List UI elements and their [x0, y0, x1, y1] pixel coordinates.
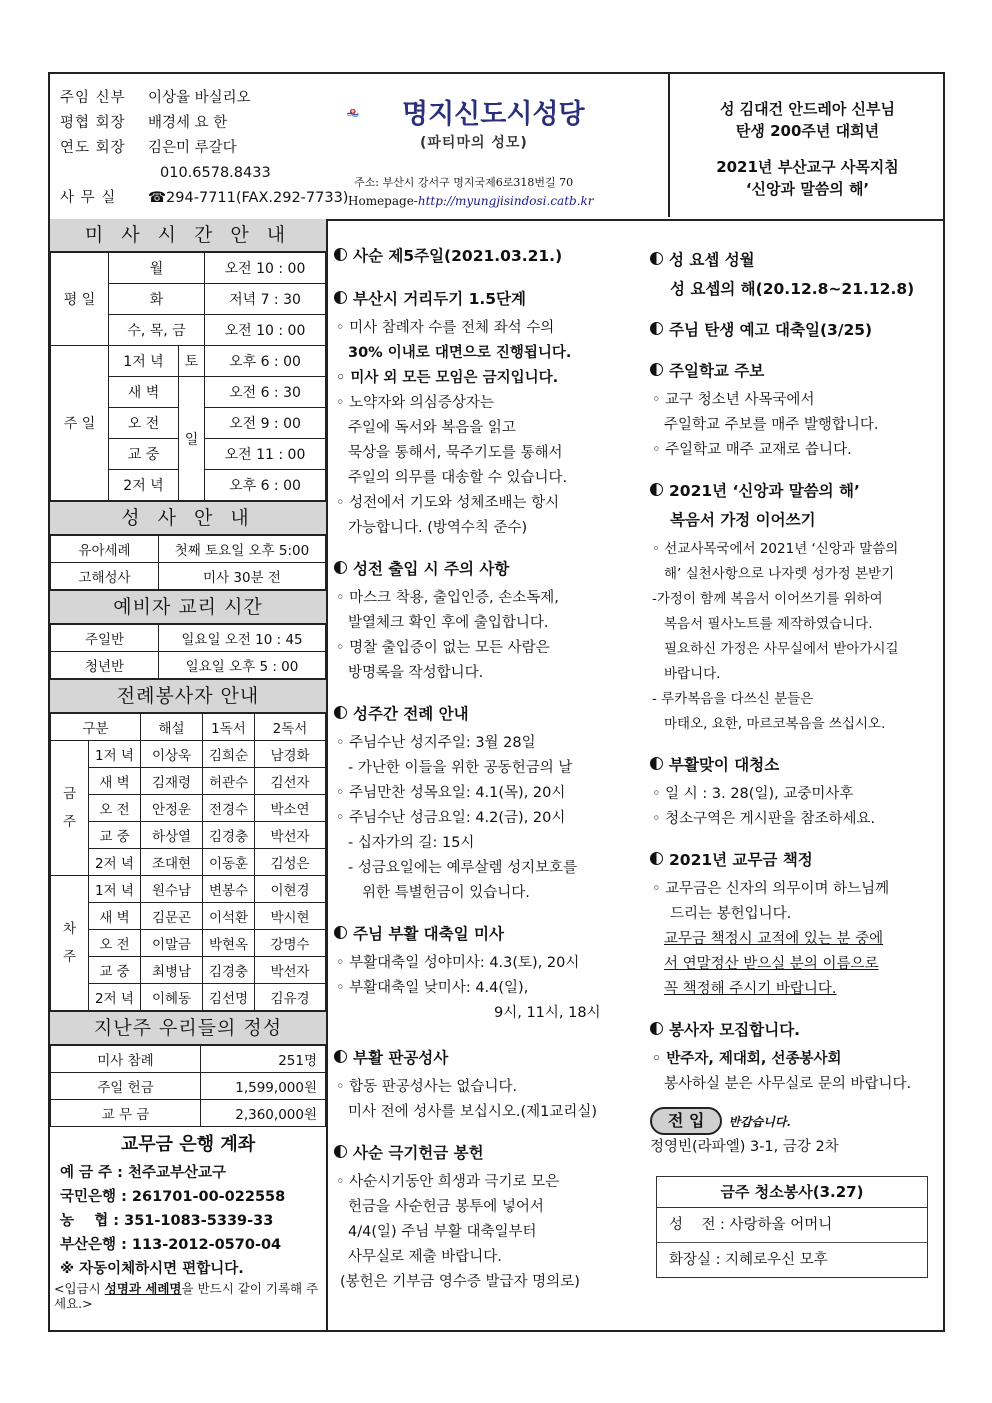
jubilee-line1: 성 김대건 안드레아 신부님: [719, 100, 896, 118]
saturday-label: 토: [179, 346, 205, 377]
section-heading: [650, 753, 946, 778]
body-line: 서 연말정산 받으실 분의 이름으로: [664, 956, 879, 972]
body-line: 교무금 책정시 교적에 있는 분 중에: [664, 931, 884, 947]
welcome-line: 정영빈(라파엘) 3-1, 금강 2차: [650, 1139, 839, 1155]
section-heading: [650, 359, 946, 384]
middle-column: [334, 234, 634, 1295]
jubilee-line2: 탄생 200주년 대희년: [735, 122, 880, 140]
heading-text: 성 요셉 성월: [669, 251, 755, 269]
table-row: [51, 930, 326, 957]
parish-subtitle: (파티마의 성모): [420, 135, 528, 151]
week-group-label: 차 주: [51, 876, 89, 1011]
minister-name: 박현옥: [203, 930, 255, 957]
body-line: 봉사하실 분은 사무실로 문의 바랍니다.: [664, 1076, 912, 1092]
body-line: 드리는 봉헌입니다.: [670, 906, 792, 922]
column-header: 2독서: [255, 714, 326, 741]
half-circle-bullet-icon: [334, 1050, 347, 1063]
body-line: ◦ 교무금은 신자의 의무이며 하느님께: [652, 881, 890, 897]
half-circle-bullet-icon: [334, 1145, 347, 1158]
table-row: [51, 957, 326, 984]
address: 주소: 부산시 강서구 명지국제6로318번길 70: [354, 176, 574, 189]
staff-row: [60, 111, 348, 136]
offering-table: [50, 1045, 326, 1127]
cleaning-title: 금주 청소봉사(3.27): [657, 1177, 927, 1208]
parish-name: 명지신도시성당: [402, 99, 585, 130]
body-line: 주일의 의무를 대송할 수 있습니다.: [348, 470, 568, 486]
body-line: 꼭 책정해 주시기 바랍니다.: [664, 981, 837, 997]
week-group-label: 금 주: [51, 741, 89, 876]
body-line: ◦ 선교사목국에서 2021년 ‘신앙과 말씀의: [652, 541, 899, 557]
deposit-note: [50, 1281, 326, 1311]
mass-time: 오후 6 : 00: [205, 470, 326, 501]
body-line: 발열체크 확인 후에 출입합니다.: [348, 615, 549, 631]
staff-list: [60, 86, 348, 211]
body-line: 해’ 실천사항으로 나자렛 성가정 본받기: [664, 566, 895, 582]
minister-name: 김경충: [203, 822, 255, 849]
table-row: [51, 563, 326, 590]
half-circle-bullet-icon: [334, 248, 347, 261]
minister-name: 김희순: [203, 741, 255, 768]
offering-label: 교 무 금: [51, 1100, 201, 1127]
minister-name: 변봉수: [203, 876, 255, 903]
mass-name: 새 벽: [109, 377, 179, 408]
parish-logo-icon: [346, 88, 406, 138]
mass-name: 새 벽: [89, 768, 141, 795]
minister-name: 허관수: [203, 768, 255, 795]
table-row: [51, 625, 326, 652]
mass-time: 오전 11 : 00: [205, 439, 326, 470]
mass-day: 월: [109, 253, 205, 284]
body-line: ◦ 합동 판공성사는 없습니다.: [336, 1079, 518, 1095]
body-line: - 가난한 이들을 위한 공동헌금의 날: [348, 760, 573, 776]
mass-name: 1저 녁: [89, 741, 141, 768]
body-line: 9시, 11시, 18시: [494, 1005, 601, 1021]
heading-text: 부산시 거리두기 1.5단계: [353, 290, 527, 308]
body-line: 30% 이내로 대면으로 진행됩니다.: [348, 345, 572, 361]
body-line: 방명록을 작성합니다.: [348, 665, 484, 681]
body-line: - 십자가의 길: 15시: [348, 835, 475, 851]
body-line: 바랍니다.: [664, 666, 721, 682]
catechism-title: 예비자 교리 시간: [50, 590, 326, 624]
bank-line: 예 금 주 : 천주교부산교구: [60, 1165, 227, 1181]
heading-text: 성전 출입 시 주의 사항: [353, 560, 510, 578]
mass-name: 교 중: [89, 822, 141, 849]
note-emphasis: 성명과 세례명: [104, 1281, 182, 1296]
minister-name: 강명수: [255, 930, 326, 957]
sacrament-time: 미사 30분 전: [159, 563, 326, 590]
body-line: ◦ 주님수난 성지주일: 3월 28일: [336, 735, 536, 751]
table-row: [51, 822, 326, 849]
body-line: 주일학교 주보를 매주 발행합니다.: [664, 417, 879, 433]
half-circle-bullet-icon: [650, 1022, 663, 1035]
minister-name: 박선자: [255, 822, 326, 849]
welcome-notice: [650, 1107, 946, 1160]
class-name: 주일반: [51, 625, 159, 652]
body-line: ◦ 교구 청소년 사목국에서: [652, 392, 815, 408]
table-row: [51, 849, 326, 876]
table-row: [51, 1073, 326, 1100]
sacrament-name: 고해성사: [51, 563, 159, 590]
bulletin-frame: [48, 72, 945, 1332]
class-time: 일요일 오후 5 : 00: [159, 652, 326, 679]
body-line: ◦ 미사 외 모든 모임은 금지입니다.: [336, 370, 559, 386]
table-row: [51, 536, 326, 563]
half-circle-bullet-icon: [650, 252, 663, 265]
homepage-label: Homepage-: [348, 194, 418, 208]
body-line: 위한 특별헌금이 있습니다.: [362, 885, 530, 901]
body-line: 4/4(일) 주님 부활 대축일부터: [348, 1224, 537, 1240]
heading-subtext: 복음서 가정 이어쓰기: [670, 511, 816, 529]
welcome-handwriting: 반갑습니다.: [728, 1115, 791, 1129]
cleaning-duty-box: [656, 1176, 928, 1278]
minister-name: 김성은: [255, 849, 326, 876]
body-line: 미사 전에 성사를 보십시오.(제1교리실): [348, 1104, 598, 1120]
staff-name: 배경세 요 한: [148, 115, 228, 131]
section-heading: [334, 702, 634, 727]
mass-times-title: 미 사 시 간 안 내: [50, 219, 326, 252]
body-line: ◦ 미사 참례자 수를 전체 좌석 수의: [336, 320, 555, 336]
heading-text: 부활맞이 대청소: [669, 756, 780, 774]
body-line: ◦ 성전에서 기도와 성체조배는 항시: [336, 495, 560, 511]
cleaning-row: 화장실 : 지혜로우신 모후: [657, 1242, 927, 1277]
minister-name: 하상열: [141, 822, 203, 849]
body-line: 복음서 필사노트를 제작하였습니다.: [664, 616, 873, 632]
half-circle-bullet-icon: [650, 757, 663, 770]
section-heading: [334, 1141, 634, 1166]
note-text: 을 반드시 같이 기록해 주세요.>: [54, 1281, 319, 1311]
guideline-line2: ‘신앙과 말씀의 해’: [745, 180, 870, 198]
offering-label: 주일 헌금: [51, 1073, 201, 1100]
body-line: (봉헌은 기부금 영수증 발급자 명의로): [340, 1274, 580, 1290]
guideline-line1: 2021년 부산교구 사목지침: [716, 158, 899, 176]
minister-name: 이석환: [203, 903, 255, 930]
body-line: ◦ 주님만찬 성목요일: 4.1(목), 20시: [336, 785, 566, 801]
minister-name: 이말금: [141, 930, 203, 957]
mass-name: 1저 녁: [109, 346, 179, 377]
column-header: 해설: [141, 714, 203, 741]
staff-row: [60, 86, 348, 111]
section-heading: [650, 848, 946, 873]
weekday-label: 평 일: [51, 253, 109, 346]
minister-name: 김문곤: [141, 903, 203, 930]
minister-name: 김선명: [203, 984, 255, 1011]
section-heading: [334, 1046, 634, 1071]
staff-name: 김은미 루갈다: [148, 140, 237, 156]
ministers-table: [50, 713, 326, 1011]
mass-time: 오전 9 : 00: [205, 408, 326, 439]
table-row: [51, 714, 326, 741]
body-line: ◦ 반주자, 제대회, 선종봉사회: [652, 1051, 842, 1067]
mass-name: 2저 녁: [109, 470, 179, 501]
minister-name: 이동훈: [203, 849, 255, 876]
body-line: 마태오, 요한, 마르코복음을 쓰십시오.: [664, 716, 886, 732]
offering-value: 251명: [201, 1046, 326, 1073]
staff-row: [60, 136, 348, 161]
staff-name: 이상율 바실리오: [148, 90, 251, 106]
table-row: [51, 903, 326, 930]
ministers-title: 전례봉사자 안내: [50, 679, 326, 713]
table-row: [51, 652, 326, 679]
table-row: [51, 1046, 326, 1073]
section-heading: [650, 1018, 946, 1043]
section-heading: [334, 287, 634, 312]
body-line: ◦ 청소구역은 게시판을 참조하세요.: [652, 811, 876, 827]
body-line: ◦ 주님수난 성금요일: 4.2(금), 20시: [336, 810, 566, 826]
offering-title: 지난주 우리들의 정성: [50, 1011, 326, 1045]
heading-text: 사순 극기헌금 봉헌: [353, 1144, 484, 1162]
bank-line: ※ 자동이체하시면 편합니다.: [60, 1261, 244, 1277]
offering-value: 1,599,000원: [201, 1073, 326, 1100]
cleaning-row: 성 전 : 사랑하올 어머니: [669, 1217, 833, 1233]
staff-role: 연도 회장: [60, 140, 126, 156]
body-line: ◦ 노약자와 의심증상자는: [336, 395, 494, 411]
bank-title: 교무금 은행 계좌: [120, 1134, 256, 1155]
section-heading: [334, 244, 634, 269]
minister-name: 안정운: [141, 795, 203, 822]
minister-name: 김재령: [141, 768, 203, 795]
half-circle-bullet-icon: [334, 561, 347, 574]
half-circle-bullet-icon: [650, 852, 663, 865]
mass-name: 2저 녁: [89, 984, 141, 1011]
office-row: [60, 186, 348, 211]
homepage-link[interactable]: http://myungjisindosi.catb.kr: [417, 194, 594, 208]
heading-text: 주일학교 주보: [669, 362, 765, 380]
body-line: 헌금을 사순헌금 봉투에 넣어서: [348, 1199, 544, 1215]
body-line: ◦ 주일학교 매주 교재로 씁니다.: [652, 442, 852, 458]
table-row: [51, 253, 326, 284]
minister-name: 김유경: [255, 984, 326, 1011]
section-heading: [650, 318, 946, 343]
homepage: [348, 194, 594, 208]
minister-name: 박시현: [255, 903, 326, 930]
bulletin-header: [50, 74, 943, 221]
catechism-table: [50, 624, 326, 679]
heading-text: 주님 탄생 예고 대축일(3/25): [669, 321, 873, 339]
half-circle-bullet-icon: [334, 706, 347, 719]
body-line: ◦ 부활대축일 낮미사: 4.4(일),: [336, 980, 529, 996]
mass-time: 오전 10 : 00: [205, 315, 326, 346]
mass-name: 교 중: [89, 957, 141, 984]
body-line: 주일에 독서와 복음을 읽고: [348, 420, 516, 436]
minister-name: 김선자: [255, 768, 326, 795]
minister-name: 남경화: [255, 741, 326, 768]
sacrament-table: [50, 535, 326, 590]
mass-name: 오 전: [89, 930, 141, 957]
body-line: ◦ 일 시 : 3. 28(일), 교중미사후: [652, 786, 854, 802]
mass-day: 수, 목, 금: [109, 315, 205, 346]
left-column: [50, 219, 328, 1330]
half-circle-bullet-icon: [650, 322, 663, 335]
office-label: 사 무 실: [60, 190, 117, 206]
section-heading: [334, 922, 634, 947]
body-line: 필요하신 가정은 사무실에서 받아가시길: [664, 641, 899, 657]
half-circle-bullet-icon: [650, 483, 663, 496]
header-theme-box: [668, 74, 945, 217]
table-row: [51, 984, 326, 1011]
minister-name: 김경충: [203, 957, 255, 984]
body-line: - 성금요일에는 예루살렘 성지보호를: [348, 860, 578, 876]
minister-name: 최병남: [141, 957, 203, 984]
column-header: 구분: [51, 714, 141, 741]
minister-name: 이상욱: [141, 741, 203, 768]
body-line: -가정이 함께 복음서 이어쓰기를 위하여: [652, 591, 883, 607]
minister-name: 조대현: [141, 849, 203, 876]
mass-name: 새 벽: [89, 903, 141, 930]
sacrament-name: 유아세례: [51, 536, 159, 563]
body-line: ◦ 부활대축일 성야미사: 4.3(토), 20시: [336, 955, 580, 971]
staff-role: 주임 신부: [60, 90, 126, 106]
table-row: [51, 741, 326, 768]
mass-times-table: [50, 252, 326, 501]
heading-text: 주님 부활 대축일 미사: [353, 925, 504, 943]
heading-text: 부활 판공성사: [353, 1049, 449, 1067]
table-row: [51, 346, 326, 377]
mass-name: 2저 녁: [89, 849, 141, 876]
mass-time: 오후 6 : 00: [205, 346, 326, 377]
body-line: ◦ 마스크 착용, 출입인증, 손소독제,: [336, 590, 559, 606]
sacrament-time: 첫째 토요일 오후 5:00: [159, 536, 326, 563]
mass-time: 오전 6 : 30: [205, 377, 326, 408]
phone-number: 010.6578.8433: [160, 165, 271, 181]
mass-name: 오 전: [109, 408, 179, 439]
body-line: 사무실로 제출 바랍니다.: [348, 1249, 502, 1265]
sacrament-title: 성 사 안 내: [50, 501, 326, 535]
heading-subtext: 성 요셉의 해(20.12.8~21.12.8): [670, 280, 915, 298]
mass-name: 교 중: [109, 439, 179, 470]
body-line: ◦ 명찰 출입증이 없는 모든 사람은: [336, 640, 550, 656]
class-time: 일요일 오전 10 : 45: [159, 625, 326, 652]
body-line: 가능합니다. (방역수칙 준수): [348, 520, 528, 536]
mass-name: 오 전: [89, 795, 141, 822]
mass-name: 1저 녁: [89, 876, 141, 903]
class-name: 청년반: [51, 652, 159, 679]
body-line: ◦ 사순시기동안 희생과 극기로 모은: [336, 1174, 560, 1190]
bank-line: 농 협 : 351-1083-5339-33: [60, 1213, 274, 1229]
offering-value: 2,360,000원: [201, 1100, 326, 1127]
bank-line: 부산은행 : 113-2012-0570-04: [60, 1237, 282, 1253]
staff-role: 평협 회장: [60, 115, 126, 131]
body-line: - 루카복음을 다쓰신 분들은: [652, 691, 814, 707]
bank-line: 국민은행 : 261701-00-022558: [60, 1189, 286, 1205]
table-row: [51, 876, 326, 903]
heading-text: 2021년 교무금 책정: [669, 851, 813, 869]
body-line: 묵상을 통해서, 묵주기도를 통해서: [348, 445, 563, 461]
column-header: 1독서: [203, 714, 255, 741]
bank-accounts: [50, 1127, 326, 1281]
offering-label: 미사 참례: [51, 1046, 201, 1073]
table-row: [51, 768, 326, 795]
section-heading: [334, 557, 634, 582]
heading-text: 사순 제5주일(2021.03.21.): [353, 247, 563, 265]
welcome-badge: 전 입: [650, 1107, 722, 1135]
heading-text: 2021년 ‘신앙과 말씀의 해’: [669, 482, 860, 500]
section-heading: [650, 248, 946, 273]
mass-time: 오전 10 : 00: [205, 253, 326, 284]
table-row: [51, 1100, 326, 1127]
minister-name: 박선자: [255, 957, 326, 984]
minister-name: 박소연: [255, 795, 326, 822]
minister-name: 전경수: [203, 795, 255, 822]
mass-time: 저녁 7 : 30: [205, 284, 326, 315]
right-column: [650, 234, 946, 1278]
table-row: [51, 795, 326, 822]
minister-name: 이혜동: [141, 984, 203, 1011]
minister-name: 원수남: [141, 876, 203, 903]
office-phone: ☎294-7711(FAX.292-7733): [148, 190, 349, 206]
minister-name: 이현경: [255, 876, 326, 903]
half-circle-bullet-icon: [650, 363, 663, 376]
half-circle-bullet-icon: [334, 926, 347, 939]
heading-text: 성주간 전례 안내: [353, 705, 469, 723]
section-heading: [650, 479, 946, 504]
sunday-label: 주 일: [51, 346, 109, 501]
mass-day: 화: [109, 284, 205, 315]
heading-text: 봉사자 모집합니다.: [669, 1021, 801, 1039]
note-text: <입금시: [54, 1281, 105, 1296]
sunday-day-label: 일: [179, 377, 205, 501]
half-circle-bullet-icon: [334, 291, 347, 304]
